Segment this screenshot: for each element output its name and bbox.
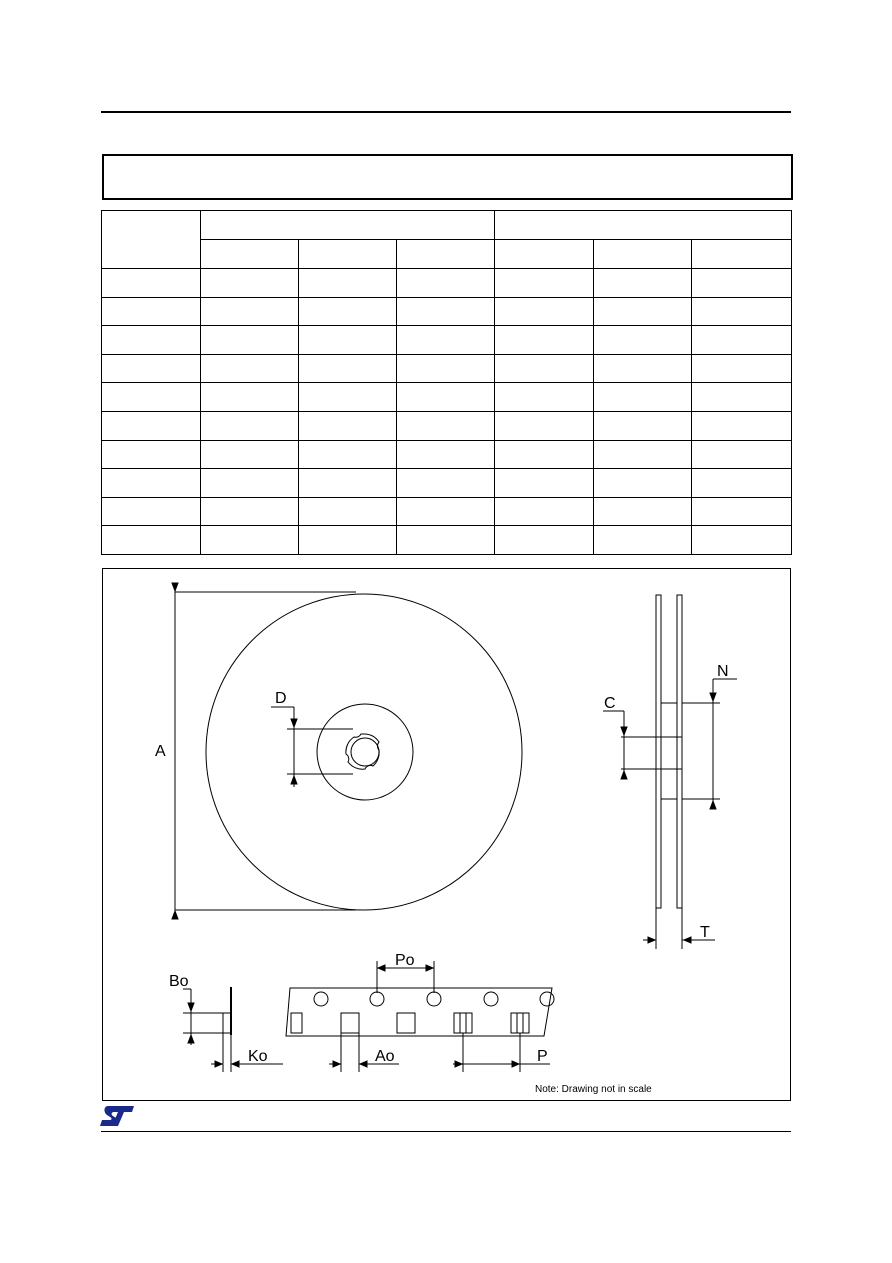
reel-hub-circle [317,704,413,800]
table-row [102,383,792,412]
table-cell [495,240,594,269]
table-cell [397,526,495,555]
reel-side-flange-left [656,595,661,908]
table-cell [201,526,299,555]
table-cell [692,383,792,412]
label-c: C [604,695,616,712]
table-cell [299,354,397,383]
tape-cavity [397,1013,415,1033]
table-cell [495,526,594,555]
table-row [102,269,792,298]
tape-cavity [511,1013,529,1033]
sprocket-hole [484,992,498,1006]
table-cell [397,440,495,469]
dim-po-arrow-right [426,965,433,971]
table-cell [692,240,792,269]
label-d: D [275,690,287,707]
table-cell [495,440,594,469]
table-cell [201,297,299,326]
table-row [102,297,792,326]
table-cell [594,526,692,555]
label-ko: Ko [248,1048,268,1065]
table-cell [299,526,397,555]
dim-a-arrow-bottom [172,911,178,919]
table-cell [594,411,692,440]
table-cell [495,297,594,326]
reel-tape-svg [103,569,790,1100]
table-cell [102,411,201,440]
reel-side-flange-right [677,595,682,908]
table-cell [692,269,792,298]
table-cell [692,469,792,498]
table-cell [201,411,299,440]
table-cell [594,240,692,269]
table-cell [594,497,692,526]
table-cell [299,440,397,469]
dim-t-arrow-left [648,937,655,943]
table-cell [102,326,201,355]
reel-tape-drawing [102,568,791,1101]
table-cell [397,297,495,326]
table-cell [102,440,201,469]
dim-d-arrow-top [291,719,297,727]
dim-bo-arrow-top [188,1003,194,1011]
table-cell [397,411,495,440]
table-cell [299,297,397,326]
table-row [102,440,792,469]
table-cell [201,469,299,498]
reel-dimensions-table [101,210,792,555]
table-cell [692,411,792,440]
table-cell [594,469,692,498]
dim-ko-arrow-right [232,1061,239,1067]
label-t: T [700,924,710,941]
carrier-tape-outline [286,988,552,1036]
table-cell [397,469,495,498]
table-cell [495,411,594,440]
table-cell [201,497,299,526]
table-cell [102,269,201,298]
table-cell [594,297,692,326]
table-cell [299,469,397,498]
table-header-cell [495,211,792,240]
table-cell [102,526,201,555]
table-cell [299,269,397,298]
table-cell [397,269,495,298]
dim-bo-arrow-bottom [188,1035,194,1043]
dim-c-arrow-top [621,727,627,735]
table-cell [692,497,792,526]
sprocket-hole [370,992,384,1006]
table-cell [201,326,299,355]
sprocket-hole [540,992,554,1006]
tape-cavity [454,1013,472,1033]
sprocket-hole [427,992,441,1006]
table-cell [397,383,495,412]
table-row [102,469,792,498]
sprocket-hole [314,992,328,1006]
table-row [102,411,792,440]
table-cell [692,440,792,469]
table-subheader-row [102,240,792,269]
table-cell [397,240,495,269]
footer-rule [101,1131,791,1132]
table-cell [692,526,792,555]
table-cell [299,326,397,355]
reel-side-hub [661,703,677,799]
tape-side-cavity [223,1013,231,1033]
table-cell [102,383,201,412]
dim-ko-arrow-left [215,1061,222,1067]
dim-n-arrow-bottom [710,801,716,809]
table-cell [102,354,201,383]
reel-spindle-inner [351,738,379,766]
table-cell [102,469,201,498]
dim-a-arrow-top [172,583,178,591]
table-row [102,354,792,383]
table-cell [594,440,692,469]
table-row [102,326,792,355]
dim-c-arrow-bottom [621,771,627,779]
table-cell [692,326,792,355]
table-header-cell [201,211,495,240]
table-cell [397,326,495,355]
label-p: P [537,1048,548,1065]
table-cell [201,383,299,412]
st-logo-icon [100,1104,136,1128]
table-cell [495,469,594,498]
table-cell [201,440,299,469]
table-cell [495,354,594,383]
dim-p-arrow-right [512,1061,519,1067]
dim-ao-arrow-right [360,1061,367,1067]
table-cell [299,411,397,440]
table-cell [692,297,792,326]
table-cell [397,354,495,383]
table-cell [594,383,692,412]
table-cell [299,497,397,526]
table-row [102,497,792,526]
table-cell [495,497,594,526]
table-cell [201,240,299,269]
label-a: A [155,743,166,760]
header-rule [101,111,791,113]
table-cell [495,269,594,298]
dim-p-arrow-left [455,1061,462,1067]
table-cell [594,269,692,298]
table-cell [201,269,299,298]
table-cell [397,497,495,526]
table-cell [299,383,397,412]
table-cell [102,297,201,326]
table-row [102,526,792,555]
dim-d-arrow-bottom [291,776,297,784]
label-n: N [717,663,729,680]
table-cell [495,383,594,412]
table-cell [102,497,201,526]
table-cell [594,326,692,355]
table-title-box [102,154,793,200]
tape-cavity [341,1013,359,1033]
dim-po-arrow-left [378,965,385,971]
table-header-cell [102,211,201,269]
drawing-note: Note: Drawing not in scale [535,1084,652,1095]
tape-cavity [291,1013,302,1033]
table-header-row [102,211,792,240]
label-po: Po [395,952,415,969]
label-bo: Bo [169,973,189,990]
table-cell [495,326,594,355]
dim-n-arrow-top [710,693,716,701]
dim-t-arrow-right [684,937,691,943]
table-cell [299,240,397,269]
label-ao: Ao [375,1048,395,1065]
table-cell [594,354,692,383]
reel-outer-circle [206,594,522,910]
dim-ao-arrow-left [333,1061,340,1067]
table-cell [692,354,792,383]
table-cell [201,354,299,383]
